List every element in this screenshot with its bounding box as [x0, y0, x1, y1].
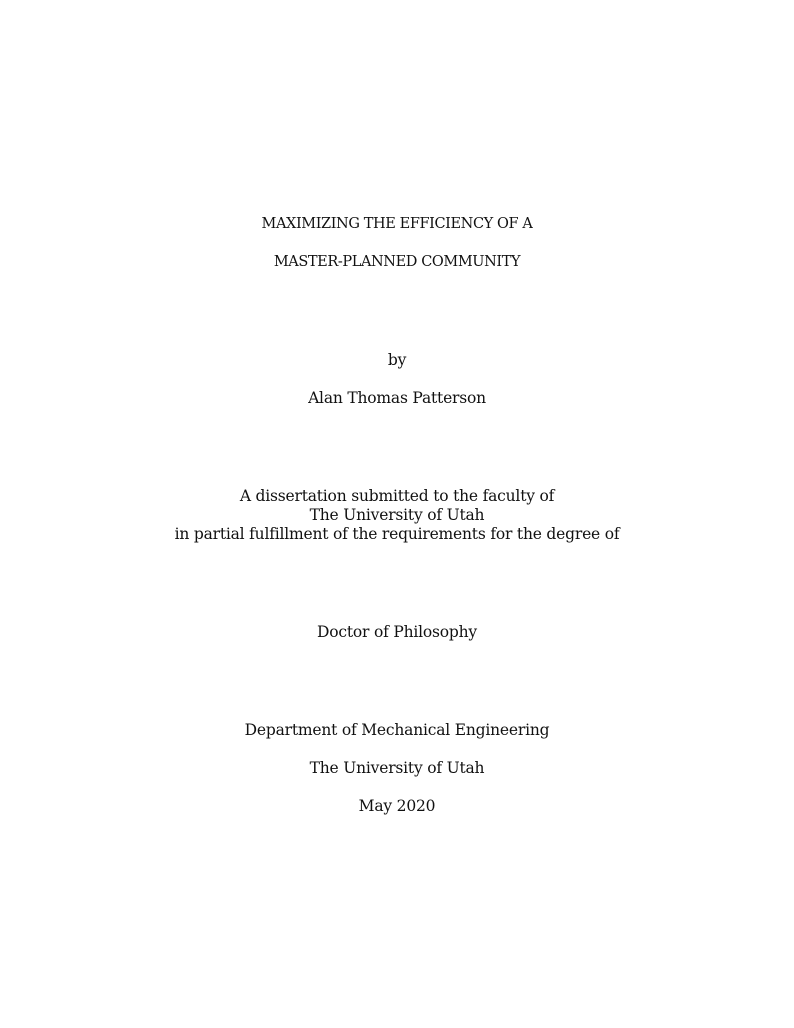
title-line-1: MAXIMIZING THE EFFICIENCY OF A: [261, 216, 533, 232]
author-name: Alan Thomas Patterson: [308, 389, 486, 407]
department-name: Department of Mechanical Engineering: [244, 721, 550, 739]
degree-name: Doctor of Philosophy: [317, 623, 477, 641]
submission-line-3: in partial fulfillment of the requirements for the degree of: [174, 525, 620, 543]
by-label: by: [387, 351, 407, 369]
submission-date: May 2020: [358, 797, 436, 815]
university-name: The University of Utah: [309, 759, 485, 777]
submission-line-2: The University of Utah: [309, 506, 485, 524]
title-line-2: MASTER-PLANNED COMMUNITY: [273, 254, 521, 270]
submission-line-1: A dissertation submitted to the faculty of: [239, 487, 555, 505]
